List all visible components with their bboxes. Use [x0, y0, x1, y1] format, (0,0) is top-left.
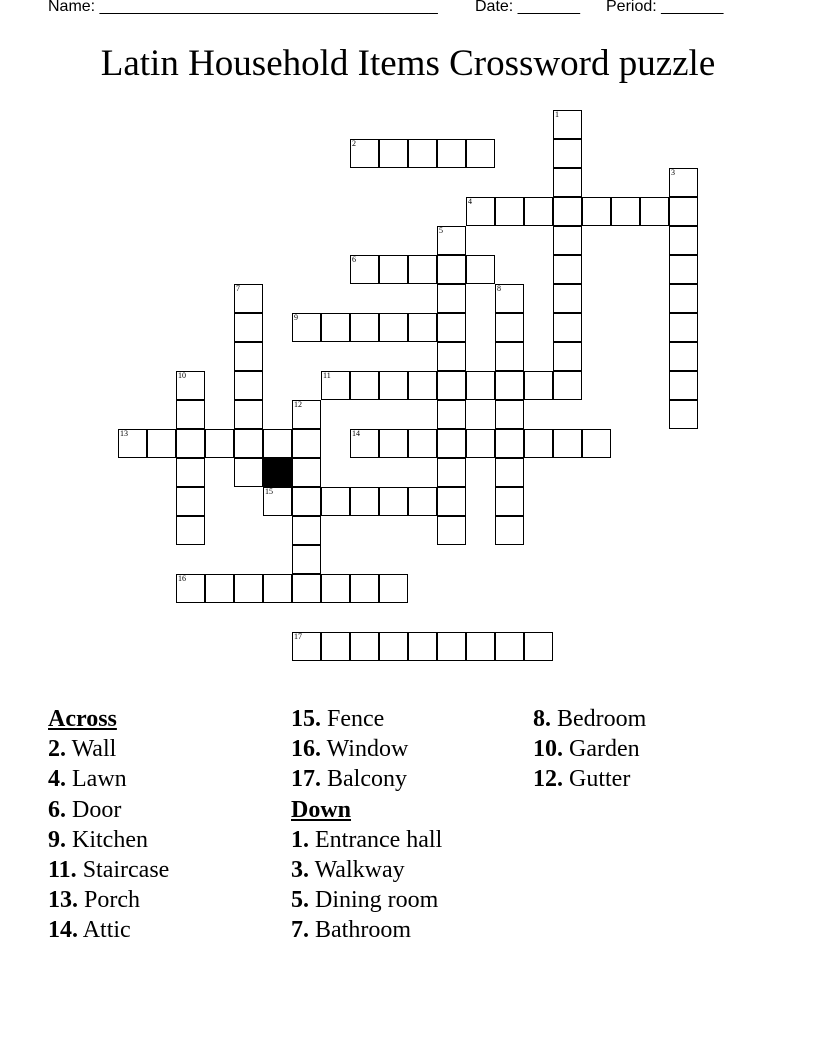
clue-down-10: 10. Garden — [533, 736, 640, 763]
clue-number: 15 — [265, 487, 273, 496]
grid-cell[interactable] — [466, 139, 495, 168]
name-field-label: Name: ______________________________________ — [48, 0, 438, 15]
clue-across-17: 17. Balcony — [291, 766, 407, 793]
clue-down-12: 12. Gutter — [533, 766, 631, 793]
clue-number: 13 — [120, 429, 128, 438]
clues-column-2 — [291, 704, 442, 946]
grid-cell[interactable] — [234, 458, 263, 487]
grid-cell[interactable] — [669, 313, 698, 342]
grid-cell[interactable] — [292, 545, 321, 574]
grid-cell[interactable] — [408, 371, 437, 400]
grid-cell[interactable] — [495, 458, 524, 487]
grid-cell[interactable] — [553, 110, 582, 139]
clue-across-6: 6. Door — [48, 796, 122, 823]
grid-cell[interactable] — [176, 458, 205, 487]
grid-cell[interactable] — [553, 139, 582, 168]
grid-cell[interactable] — [408, 429, 437, 458]
grid-cell[interactable] — [669, 371, 698, 400]
grid-cell[interactable] — [321, 574, 350, 603]
clue-number: 17 — [294, 632, 302, 641]
grid-cell[interactable] — [669, 168, 698, 197]
grid-cell[interactable] — [582, 197, 611, 226]
grid-cell[interactable] — [437, 371, 466, 400]
grid-cell[interactable] — [321, 632, 350, 661]
grid-cell[interactable] — [669, 226, 698, 255]
clue-across-15: 15. Fence — [291, 706, 385, 732]
grid-cell[interactable] — [437, 516, 466, 545]
grid-cell[interactable] — [379, 574, 408, 603]
grid-cell[interactable] — [292, 400, 321, 429]
grid-cell[interactable] — [553, 429, 582, 458]
grid-cell[interactable] — [495, 313, 524, 342]
grid-cell[interactable] — [292, 458, 321, 487]
grid-cell[interactable] — [176, 371, 205, 400]
clue-across-16: 16. Window — [291, 736, 409, 763]
clue-number: 10 — [178, 371, 186, 380]
grid-cell[interactable] — [205, 429, 234, 458]
grid-cell[interactable] — [495, 284, 524, 313]
period-field-label: Period: _______ — [606, 0, 724, 15]
clue-number: 7 — [236, 284, 240, 293]
grid-cell[interactable] — [234, 342, 263, 371]
clue-number: 14 — [352, 429, 360, 438]
grid-cell[interactable] — [234, 400, 263, 429]
grid-cell[interactable] — [263, 429, 292, 458]
clues-column-1 — [48, 704, 169, 946]
grid-cell[interactable] — [495, 342, 524, 371]
clue-number: 12 — [294, 400, 302, 409]
grid-cell[interactable] — [321, 371, 350, 400]
grid-cell[interactable] — [350, 139, 379, 168]
grid-cell[interactable] — [553, 226, 582, 255]
grid-cell[interactable] — [408, 632, 437, 661]
grid-cell[interactable] — [176, 574, 205, 603]
grid-cell[interactable] — [176, 400, 205, 429]
grid-cell[interactable] — [408, 487, 437, 516]
down-heading: Down — [291, 796, 352, 823]
grid-cell[interactable] — [437, 458, 466, 487]
grid-cell[interactable] — [437, 255, 466, 284]
grid-cell[interactable] — [234, 429, 263, 458]
clue-down-7: 7. Bathroom — [291, 917, 411, 944]
clue-across-2: 2. Wall — [48, 736, 117, 763]
grid-cell[interactable] — [292, 429, 321, 458]
grid-cell[interactable] — [379, 313, 408, 342]
grid-cell[interactable] — [350, 255, 379, 284]
clue-down-1: 1. Entrance hall — [291, 826, 443, 853]
grid-cell[interactable] — [495, 400, 524, 429]
grid-cell[interactable] — [495, 516, 524, 545]
grid-cell[interactable] — [437, 487, 466, 516]
clue-number: 9 — [294, 313, 298, 322]
grid-cell[interactable] — [379, 632, 408, 661]
grid-cell[interactable] — [553, 197, 582, 226]
grid-cell[interactable] — [466, 371, 495, 400]
grid-cell[interactable] — [350, 632, 379, 661]
grid-cell[interactable] — [205, 574, 234, 603]
grid-cell[interactable] — [437, 226, 466, 255]
grid-cell[interactable] — [495, 429, 524, 458]
grid-cell[interactable] — [321, 487, 350, 516]
grid-cell[interactable] — [263, 574, 292, 603]
grid-cell[interactable] — [437, 313, 466, 342]
grid-cell[interactable] — [350, 313, 379, 342]
grid-cell[interactable] — [466, 429, 495, 458]
grid-cell[interactable] — [234, 313, 263, 342]
grid-cell[interactable] — [176, 516, 205, 545]
across-heading: Across — [48, 706, 117, 732]
blocked-cell — [263, 458, 292, 487]
clue-across-9: 9. Kitchen — [48, 826, 148, 853]
grid-cell[interactable] — [524, 429, 553, 458]
clue-number: 5 — [439, 226, 443, 235]
grid-cell[interactable] — [176, 487, 205, 516]
grid-cell[interactable] — [553, 284, 582, 313]
grid-cell[interactable] — [495, 371, 524, 400]
grid-cell[interactable] — [437, 139, 466, 168]
grid-cell[interactable] — [669, 255, 698, 284]
grid-cell[interactable] — [408, 313, 437, 342]
grid-cell[interactable] — [408, 139, 437, 168]
grid-cell[interactable] — [350, 371, 379, 400]
grid-cell[interactable] — [176, 429, 205, 458]
grid-cell[interactable] — [292, 632, 321, 661]
clue-number: 1 — [555, 110, 559, 119]
clue-down-5: 5. Dining room — [291, 887, 439, 914]
clue-number: 6 — [352, 255, 356, 264]
clue-across-4: 4. Lawn — [48, 766, 127, 793]
grid-cell[interactable] — [640, 197, 669, 226]
grid-cell[interactable] — [350, 574, 379, 603]
grid-cell[interactable] — [495, 197, 524, 226]
grid-cell[interactable] — [321, 313, 350, 342]
grid-cell[interactable] — [234, 284, 263, 313]
clue-number: 16 — [178, 574, 186, 583]
grid-cell[interactable] — [524, 371, 553, 400]
grid-cell[interactable] — [466, 255, 495, 284]
grid-cell[interactable] — [524, 197, 553, 226]
clue-number: 11 — [323, 371, 331, 380]
grid-cell[interactable] — [234, 371, 263, 400]
grid-cell[interactable] — [553, 342, 582, 371]
grid-cell[interactable] — [437, 429, 466, 458]
grid-cell[interactable] — [263, 487, 292, 516]
grid-cell[interactable] — [669, 284, 698, 313]
grid-cell[interactable] — [495, 632, 524, 661]
grid-cell[interactable] — [292, 574, 321, 603]
grid-cell[interactable] — [437, 632, 466, 661]
date-field-label: Date: _______ — [475, 0, 580, 15]
clue-across-13: 13. Porch — [48, 887, 140, 914]
grid-cell[interactable] — [466, 632, 495, 661]
grid-cell[interactable] — [408, 255, 437, 284]
grid-cell[interactable] — [379, 487, 408, 516]
grid-cell[interactable] — [379, 371, 408, 400]
grid-cell[interactable] — [292, 516, 321, 545]
grid-cell[interactable] — [669, 400, 698, 429]
clue-number: 8 — [497, 284, 501, 293]
clues-column-3 — [533, 704, 646, 795]
grid-cell[interactable] — [524, 632, 553, 661]
grid-cell[interactable] — [379, 139, 408, 168]
grid-cell[interactable] — [553, 168, 582, 197]
clue-number: 3 — [671, 168, 675, 177]
clue-down-3: 3. Walkway — [291, 856, 405, 883]
clue-down-8: 8. Bedroom — [533, 706, 647, 732]
grid-cell[interactable] — [437, 342, 466, 371]
grid-cell[interactable] — [118, 429, 147, 458]
grid-cell[interactable] — [437, 284, 466, 313]
clue-number: 4 — [468, 197, 472, 206]
grid-cell[interactable] — [379, 255, 408, 284]
grid-cell[interactable] — [350, 429, 379, 458]
grid-cell[interactable] — [234, 574, 263, 603]
grid-cell[interactable] — [553, 255, 582, 284]
grid-cell[interactable] — [553, 371, 582, 400]
clue-across-11: 11. Staircase — [48, 856, 170, 883]
grid-cell[interactable] — [147, 429, 176, 458]
grid-cell[interactable] — [466, 197, 495, 226]
grid-cell[interactable] — [437, 400, 466, 429]
grid-cell[interactable] — [553, 313, 582, 342]
grid-cell[interactable] — [292, 313, 321, 342]
grid-cell[interactable] — [292, 487, 321, 516]
page-title: Latin Household Items Crossword puzzle — [100, 43, 716, 84]
grid-cell[interactable] — [582, 429, 611, 458]
clue-across-14: 14. Attic — [48, 917, 131, 944]
grid-cell[interactable] — [669, 342, 698, 371]
grid-cell[interactable] — [379, 429, 408, 458]
grid-cell[interactable] — [669, 197, 698, 226]
grid-cell[interactable] — [350, 487, 379, 516]
clue-number: 2 — [352, 139, 356, 148]
grid-cell[interactable] — [495, 487, 524, 516]
grid-cell[interactable] — [611, 197, 640, 226]
